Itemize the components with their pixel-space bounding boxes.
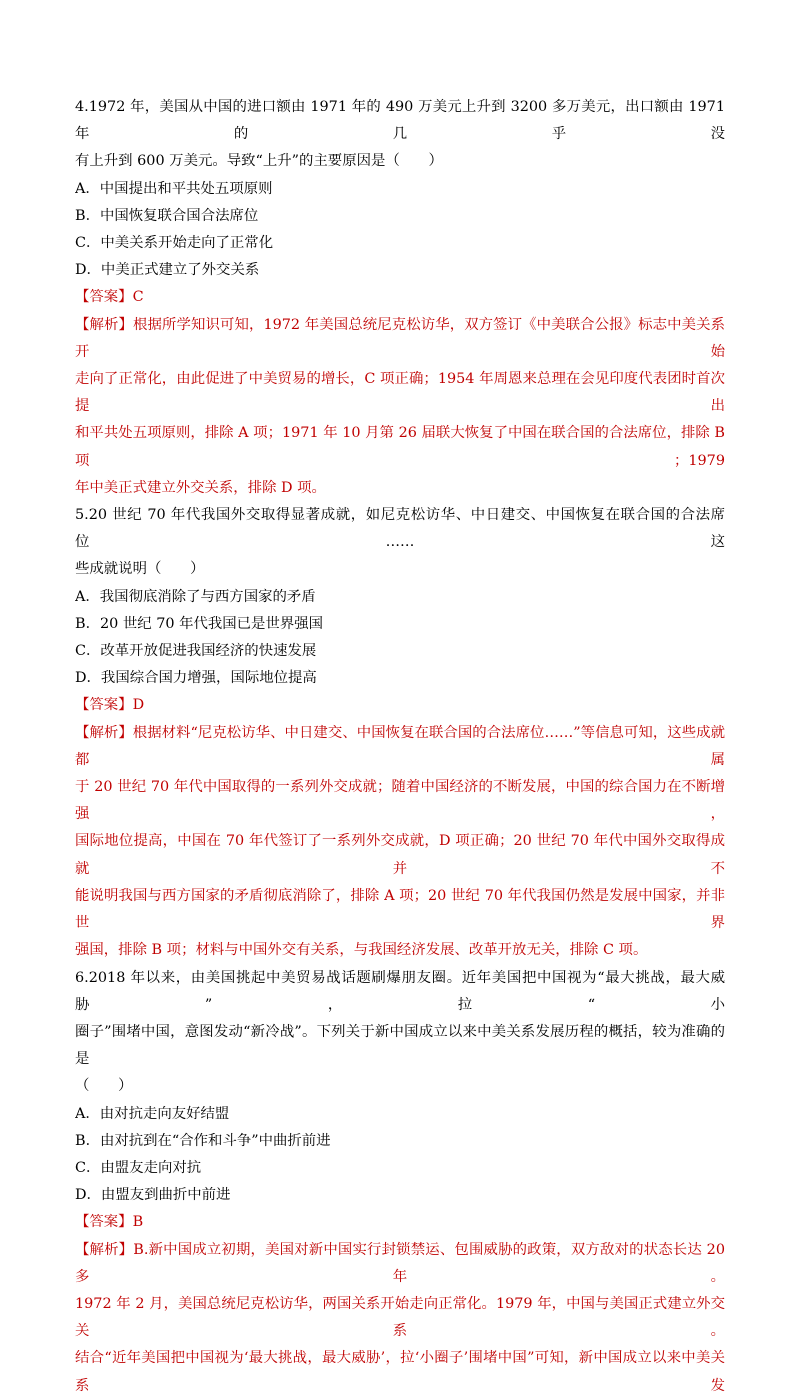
analysis-line: 结合“近年美国把中国视为‘最大挑战，最大威胁’，拉‘小圈子’围堵中国”可知，新中国成立以来中美关系发	[75, 1350, 725, 1394]
question-stem: 有上升到 600 万美元。导致“上升”的主要原因是（ ）	[75, 153, 443, 170]
option-b: B．20 世纪 70 年代我国已是世界强国	[75, 615, 324, 632]
analysis-line: 走向了正常化，由此促进了中美贸易的增长，C 项正确；1954 年周恩来总理在会见印度代表团时首次提出	[75, 371, 725, 415]
question-6	[75, 965, 725, 1400]
option-d: D．我国综合国力增强，国际地位提高	[75, 670, 317, 687]
analysis-line: 【解析】B.新中国成立初期，美国对新中国实行封锁禁运、包围威胁的政策，双方敌对的状态长达 20 多年。	[75, 1241, 725, 1285]
question-stem: 4.1972 年，美国从中国的进口额由 1971 年的 490 万美元上升到 3200 多万美元，出口额由 1971 年的几乎没	[75, 99, 725, 143]
analysis-line: 年中美正式建立外交关系，排除 D 项。	[75, 479, 326, 496]
document-page	[75, 94, 725, 1400]
question-stem: 6.2018 年以来，由美国挑起中美贸易战话题刷爆朋友圈。近年美国把中国视为“最大挑战，最大威胁”，拉“小	[75, 969, 725, 1013]
option-b: B．由对抗到在“合作和斗争”中曲折前进	[75, 1132, 331, 1149]
question-4	[75, 94, 725, 502]
analysis-line: 强国，排除 B 项；材料与中国外交有关系，与我国经济发展、改革开放无关，排除 C 项。	[75, 942, 648, 959]
option-a: A．由对抗走向友好结盟	[75, 1105, 230, 1122]
analysis-line: 能说明我国与西方国家的矛盾彻底消除了，排除 A 项；20 世纪 70 年代我国仍然是发展中国家，并非世界	[75, 887, 725, 932]
option-c: C．改革开放促进我国经济的快速发展	[75, 643, 317, 660]
analysis-line: 【解析】根据材料“尼克松访华、中日建交、中国恢复在联合国的合法席位……”等信息可知，这些成就都属	[75, 724, 725, 768]
option-d: D．中美正式建立了外交关系	[75, 262, 260, 279]
option-c: C．由盟友走向对抗	[75, 1159, 202, 1176]
analysis-line: 1972 年 2 月，美国总统尼克松访华，两国关系开始走向正常化。1979 年，中国与美国正式建立外交关系。	[75, 1295, 725, 1340]
answer-label: 【答案】B	[75, 1214, 144, 1231]
option-c: C．中美关系开始走向了正常化	[75, 235, 274, 252]
analysis-line: 和平共处五项原则，排除 A 项；1971 年 10 月第 26 届联大恢复了中国在联合国的合法席位，排除 B 项；1979	[75, 425, 725, 469]
question-5	[75, 502, 725, 964]
question-stem: 圈子”围堵中国，意图发动“新冷战”。下列关于新中国成立以来中美关系发展历程的概括，较为准确的是	[75, 1023, 725, 1068]
option-d: D．由盟友到曲折中前进	[75, 1187, 231, 1204]
question-stem: 5.20 世纪 70 年代我国外交取得显著成就，如尼克松访华、中日建交、中国恢复在联合国的合法席位……这	[75, 507, 725, 551]
question-stem: 些成就说明（ ）	[75, 561, 205, 578]
analysis-line: 于 20 世纪 70 年代中国取得的一系列外交成就；随着中国经济的不断发展，中国的综合国力在不断增强，	[75, 779, 725, 823]
question-stem: （ ）	[75, 1078, 133, 1095]
option-a: A．我国彻底消除了与西方国家的矛盾	[75, 588, 316, 605]
analysis-line: 国际地位提高，中国在 70 年代签订了一系列外交成就，D 项正确；20 世纪 70 年代中国外交取得成就并不	[75, 833, 725, 877]
option-a: A．中国提出和平共处五项原则	[75, 180, 273, 197]
analysis-line: 【解析】根据所学知识可知，1972 年美国总统尼克松访华，双方签订《中美联合公报》标志中美关系开始	[75, 316, 725, 360]
answer-label: 【答案】C	[75, 289, 144, 306]
option-b: B．中国恢复联合国合法席位	[75, 207, 259, 224]
answer-label: 【答案】D	[75, 697, 145, 714]
